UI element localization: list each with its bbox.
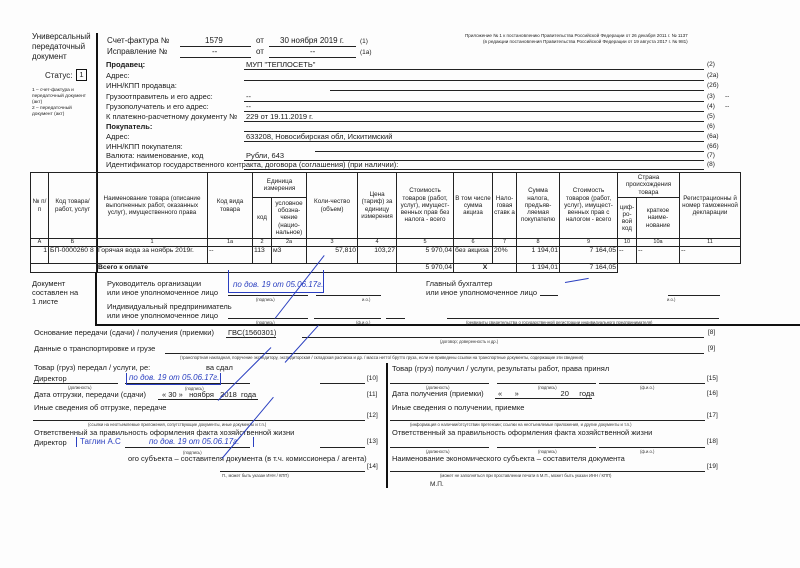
field-label: ИНН/КПП покупателя:: [106, 142, 183, 151]
stamp-text: по дов. 19 от 05.06.17г.: [129, 373, 220, 382]
transport-line[interactable]: [165, 353, 704, 354]
total-excise: X: [454, 264, 517, 273]
field-value: 633208, Новосибирская обл, Искитимский: [246, 132, 393, 141]
total-cost: 5 970,04: [397, 264, 454, 273]
field-label: Идентификатор государственного контракта, договора (соглашения) (при наличии):: [106, 160, 399, 169]
total-tax: 1 194,01: [517, 264, 560, 273]
caption: П., может быть указан ИНН / КПП): [222, 473, 289, 478]
index-cell: 5: [397, 239, 454, 247]
caption: (ф.и.о.): [640, 385, 655, 390]
header-num: № п/п: [31, 173, 49, 239]
header-total: Стоимость товаров (работ, услуг), имущест-венных прав с налогом - всего: [560, 173, 618, 239]
correction-date: --: [310, 47, 316, 56]
caption: (ф.и.о.): [356, 320, 371, 325]
field-line[interactable]: [315, 151, 704, 152]
table-cell: --: [208, 247, 253, 264]
ship-other-line[interactable]: [33, 420, 365, 421]
caption: и.о.): [667, 297, 676, 302]
header-country-code: циф-ро-вой код: [618, 198, 637, 239]
label-line: Индивидуальный предприниматель: [107, 302, 232, 311]
code: [15]: [707, 375, 718, 382]
title-line: Универсальный: [32, 32, 91, 41]
handed-label-tail: ва сдал: [206, 363, 233, 372]
accountant-label: [426, 279, 537, 297]
header-name: Наименование товара (описание выполненных работ, оказанных услуг), имущественного права: [97, 173, 208, 239]
field-code: (6): [707, 123, 715, 130]
ship-other-label: Иные сведения об отгрузке, передаче: [34, 403, 167, 412]
caption: (может не заполняться при проставлении печати в М.П., может быть указан ИНН / КПП): [440, 473, 612, 478]
header-unit: Единица измерения: [253, 173, 307, 198]
label-line: Главный бухгалтер: [426, 279, 493, 288]
status-value: 1: [76, 69, 87, 81]
invoice-from: от: [256, 36, 264, 45]
table-cell: 5 970,04: [397, 247, 454, 264]
document-title: [32, 32, 91, 62]
stamp-place: М.П.: [430, 481, 444, 488]
field-line[interactable]: [244, 169, 704, 170]
received-position-line[interactable]: [390, 383, 489, 384]
field-code: (6а): [707, 133, 719, 140]
invoice-date: 30 ноября 2019 г.: [280, 36, 344, 45]
header-country: Страна происхождения товара: [618, 173, 680, 198]
caption: (должность): [426, 449, 450, 454]
code: [11]: [367, 391, 378, 398]
label-line: или иное уполномоченное лицо: [426, 288, 538, 297]
field-value: МУП "ТЕПЛОСЕТЬ": [246, 60, 316, 69]
table-cell: --: [680, 247, 741, 264]
table-cell: 103,27: [358, 247, 397, 264]
field-code: (6б): [707, 143, 719, 150]
index-cell: 2а: [272, 239, 307, 247]
received-date-value[interactable]: « » 20 года: [498, 389, 595, 398]
index-cell: 6: [454, 239, 493, 247]
field-line[interactable]: [244, 69, 704, 70]
basis-value: ГВС(1560301): [228, 328, 277, 337]
index-cell: 3: [307, 239, 358, 247]
header-rate: Нало-говая ставк а: [493, 173, 517, 239]
caption: (подпись): [538, 385, 557, 390]
field-value: --: [246, 92, 251, 101]
legend-line: передаточный документ: [32, 94, 86, 99]
title-line: передаточный: [32, 42, 86, 51]
field-line[interactable]: [244, 141, 704, 142]
ip-label: [107, 302, 232, 320]
field-value: --: [246, 102, 251, 111]
caption: (подпись): [183, 450, 202, 455]
basis-code: [8]: [708, 329, 716, 336]
legend-line: документ (акт): [32, 112, 65, 117]
received-entity-label: Наименование экономического субъекта – составителя документа: [392, 454, 625, 463]
header-price: Цена (тариф) за единицу измерения: [358, 173, 397, 239]
basis-line[interactable]: [302, 337, 704, 338]
index-cell: 4: [358, 239, 397, 247]
head-sign-line[interactable]: [228, 295, 308, 296]
handed-label: Товар (груз) передал / услуги, ре:: [34, 363, 151, 372]
index-row: [31, 239, 741, 247]
caption: (ф.и.о.): [640, 449, 655, 454]
code: [16]: [707, 390, 718, 397]
table-cell: 57,810: [307, 247, 358, 264]
field-code: (7): [707, 152, 715, 159]
table-cell: 7 164,05: [560, 247, 618, 264]
index-cell: 10: [618, 239, 637, 247]
transport-code: [9]: [708, 345, 716, 352]
divider: [386, 363, 388, 488]
head-label: [107, 279, 218, 297]
code: [13]: [367, 438, 378, 445]
field-label: Покупатель:: [106, 122, 153, 131]
caption: и.о.): [362, 297, 371, 302]
caption: (подпись): [538, 449, 557, 454]
header-tax: Сумма налога, предъяв-ляемая покупателю: [517, 173, 560, 239]
caption: (должность): [68, 385, 92, 390]
index-cell: 10а: [637, 239, 680, 247]
status-legend: [32, 88, 86, 118]
caption: (подпись): [256, 320, 275, 325]
label-line: Руководитель организации: [107, 279, 202, 288]
index-cell: 9: [560, 239, 618, 247]
status-label: Статус:: [45, 71, 73, 80]
index-cell: 2: [253, 239, 272, 247]
sheets-count: [32, 279, 78, 306]
goods-table: [30, 172, 741, 273]
label-line: или иное уполномоченное лицо: [107, 311, 219, 320]
caption: (подпись): [185, 386, 204, 391]
table-cell: --: [618, 247, 637, 264]
accountant-fio-line[interactable]: [668, 295, 720, 296]
field-code: (2): [707, 61, 715, 68]
table-cell: Горячая вода за ноябрь 2019г.: [97, 247, 208, 264]
table-cell: 1 194,01: [517, 247, 560, 264]
received-other-label: Иные сведения о получении, приемке: [392, 403, 525, 412]
name-stamp: [76, 437, 254, 447]
index-cell: 8: [517, 239, 560, 247]
received-fio-line[interactable]: [599, 383, 705, 384]
invoice-label: Счет-фактура №: [107, 36, 170, 45]
table-cell: --: [637, 247, 680, 264]
responsible-fio-line[interactable]: [320, 447, 365, 448]
field-label: Адрес:: [106, 71, 130, 80]
header-country-name: краткое наиме-нование: [637, 198, 680, 239]
field-line[interactable]: [244, 80, 704, 81]
entity-label: ого субъекта – составителя документа (в т.ч. комиссионера / агента): [128, 454, 367, 463]
sheets-line: Документ: [32, 279, 66, 288]
field-label: Грузоотправитель и его адрес:: [106, 92, 213, 101]
header-excise: В том числе сумма акциза: [454, 173, 493, 239]
table-cell: БП-0000260 8: [49, 247, 97, 264]
invoice-code: (1): [360, 38, 368, 45]
ship-date-label: Дата отгрузки, передачи (сдачи): [34, 390, 146, 399]
index-cell: 7: [493, 239, 517, 247]
legend-line: 2 – передаточный: [32, 106, 72, 111]
caption: (информация о наличии/отсутствии претензии; ссылки на неотъемлемые приложения, и другие документы и т.п.): [410, 422, 632, 427]
table-row: [31, 247, 741, 264]
total-label: Всего к оплате: [97, 264, 397, 273]
header-cost: Стоимость товаров (работ, услуг), имущест-венных прав без налога - всего: [397, 173, 454, 239]
field-code: (2б): [707, 82, 719, 89]
field-line[interactable]: [330, 90, 704, 91]
responsible-label: Ответственный за правильность оформления факта хозяйственной жизни: [34, 428, 295, 437]
caption: (реквизиты свидетельства о государственной регистрации индивидуального предпринимателя): [466, 320, 653, 325]
received-responsible-label: Ответственный за правильность оформления факта хозяйственной жизни: [392, 428, 653, 437]
stamp-text: по дов. 19 от 05.06.17г.: [149, 437, 240, 446]
table-cell: 1: [31, 247, 49, 264]
index-cell: 1: [97, 239, 208, 247]
header-unit-code: код: [253, 198, 272, 239]
field-code: (4): [707, 103, 715, 110]
index-cell: 1а: [208, 239, 253, 247]
index-cell: А: [31, 239, 49, 247]
basis-label: Основание передачи (сдачи) / получения (приемки): [34, 328, 214, 337]
field-label: ИНН/КПП продавца:: [106, 81, 177, 90]
code: [18]: [707, 438, 718, 445]
field-extra: --: [725, 103, 730, 110]
ip-fio-line[interactable]: [314, 318, 381, 319]
handed-fio-line[interactable]: [320, 383, 365, 384]
header-kind: Код вида товара: [208, 173, 253, 239]
code: [10]: [367, 375, 378, 382]
label-line: или иное уполномоченное лицо: [107, 288, 219, 297]
caption: (подпись): [256, 297, 275, 302]
correction-code: (1а): [360, 49, 372, 56]
head-fio-line[interactable]: [316, 295, 381, 296]
received-date-label: Дата получения (приемки): [392, 389, 484, 398]
responsible-position: Директор: [34, 438, 67, 447]
field-label: Грузополучатель и его адрес:: [106, 102, 209, 111]
index-cell: 11: [680, 239, 741, 247]
field-code: (2а): [707, 72, 719, 79]
caption: (транспортная накладная, поручение экспедитору, экспедиторская / складская расписка и др. / масса нетто/ брутто груза, если не приведены ссылки на транспортные документы, содержащие эти сведения): [180, 355, 584, 360]
handed-position-line[interactable]: [33, 383, 118, 384]
transport-label: Данные о транспортировке и грузе: [34, 344, 156, 353]
field-code: (8): [707, 161, 715, 168]
field-value: Рубли, 643: [246, 151, 285, 160]
handed-position: Директор: [34, 374, 67, 383]
code: [19]: [707, 463, 718, 470]
ip-sign-line[interactable]: [228, 318, 308, 319]
field-label: Адрес:: [106, 132, 130, 141]
invoice-number: 1579: [205, 36, 223, 45]
sheets-line: 1 листе: [32, 297, 59, 306]
field-label: Валюта: наименование, код: [106, 151, 204, 160]
received-entity-line[interactable]: [390, 471, 705, 472]
table-cell: без акциза: [454, 247, 493, 264]
sheets-line: составлен на: [32, 288, 79, 297]
appendix-note: [465, 33, 688, 45]
legend-line: 1 – счет-фактура и: [32, 88, 74, 93]
correction-label: Исправление №: [107, 47, 168, 56]
field-value: 229 от 19.11.2019 г.: [246, 112, 314, 121]
header-code: Код товара/ работ, услуг: [49, 173, 97, 239]
table-cell: м3: [272, 247, 307, 264]
caption: (должность): [426, 385, 450, 390]
received-sign-line[interactable]: [497, 383, 596, 384]
accountant-sign-line[interactable]: [540, 295, 558, 296]
appendix-line: (в редакции постановления Правительства Российской Федерации от 19 августа 2017 г. № 981): [483, 39, 688, 44]
field-label: Продавец:: [106, 60, 146, 69]
stamp-text: по дов. 19 от 05.06.17г.: [233, 280, 324, 289]
ship-date-value: « 30 » ноября 2018 года: [162, 390, 257, 399]
correction-from: от: [256, 47, 264, 56]
field-label: К платежно-расчетному документу №: [106, 112, 238, 121]
received-other-line[interactable]: [390, 420, 705, 421]
code: [17]: [707, 412, 718, 419]
ip-requisites-line[interactable]: [447, 318, 719, 319]
field-code: (5): [707, 113, 715, 120]
appendix-line: Приложение № 1 к постановлению Правительства Российской Федерации от 26 декабря 2011 г. № 1137: [465, 33, 688, 38]
table-cell: 113: [253, 247, 272, 264]
entity-line[interactable]: [220, 471, 365, 472]
title-line: документ: [32, 52, 67, 61]
proxy-stamp: [126, 373, 221, 385]
header-unit-name: условное обозна-чение (нацио-нальное): [272, 198, 307, 239]
caption: (договор; доверенность и др.): [440, 339, 499, 344]
index-cell: Б: [49, 239, 97, 247]
field-line[interactable]: [244, 121, 704, 122]
field-code: (3): [707, 93, 715, 100]
header-qty: Коли-чество (объем): [307, 173, 358, 239]
received-resp-fio-line[interactable]: [599, 447, 705, 448]
code: [12]: [367, 412, 378, 419]
received-resp-position-line[interactable]: [390, 447, 489, 448]
table-cell: 20%: [493, 247, 517, 264]
code: [14]: [367, 463, 378, 470]
correction-number: --: [212, 47, 218, 56]
received-label: Товар (груз) получил / услуги, результаты работ, права принял: [392, 364, 610, 373]
field-extra: --: [725, 93, 730, 100]
total-total: 7 164,05: [560, 264, 618, 273]
field-line[interactable]: [244, 101, 704, 102]
legend-line: (акт): [32, 100, 43, 105]
received-resp-sign-line[interactable]: [497, 447, 596, 448]
header-customs: Регистрационны й номер таможенной декларации: [680, 173, 741, 239]
caption: (ссылки на неотъемлемые приложения, сопутствующие документы, иные документы и т.п.): [88, 422, 267, 427]
stamp-text: Таглин А.С: [80, 437, 121, 446]
